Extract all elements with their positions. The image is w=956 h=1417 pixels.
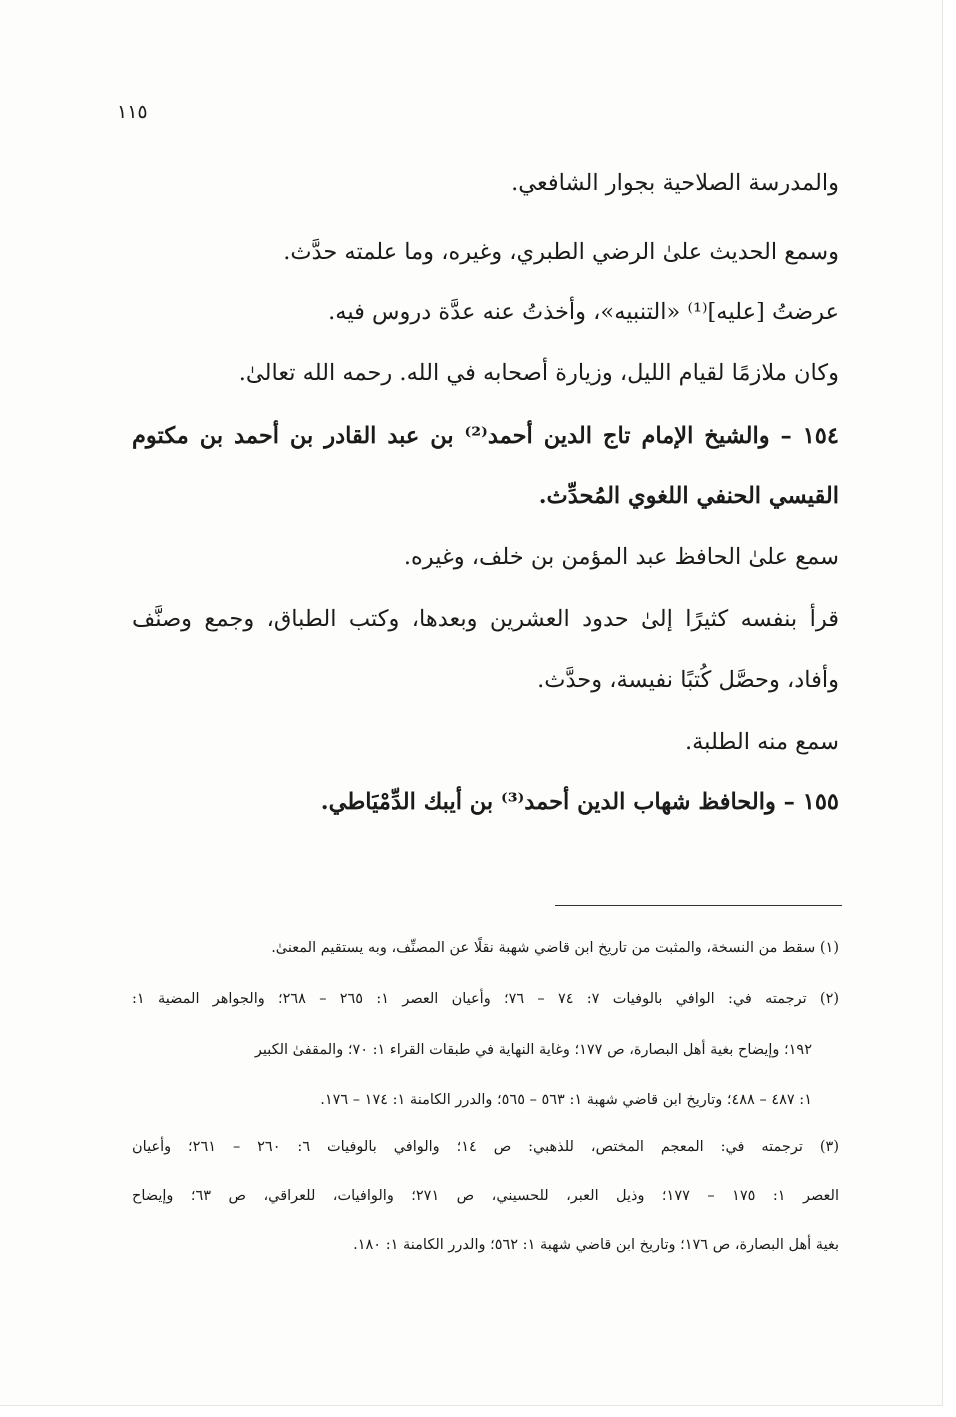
footnote-line: بغية أهل البصارة، ص ١٧٦؛ وتاريخ ابن قاضي شهبة ١: ٥٦٢؛ والدرر الكامنة ١: ١٨٠.: [353, 1237, 839, 1253]
body-line: سمع منه الطلبة.: [684, 729, 839, 755]
body-line: وأفاد، وحصَّل كُتبًا نفيسة، وحدَّث.: [537, 667, 839, 693]
body-line: والمدرسة الصلاحية بجوار الشافعي.: [511, 170, 839, 196]
entry-heading-154: ١٥٤ – والشيخ الإمام تاج الدين أحمد⁽²⁾ بن عبد القادر بن أحمد بن مكتوم: [132, 423, 839, 449]
body-line: سمع علىٰ الحافظ عبد المؤمن بن خلف، وغيره.: [403, 544, 839, 570]
footnote-line: (٢) ترجمته في: الوافي بالوفيات ٧: ٧٤ – ٧٦؛ وأعيان العصر ١: ٢٦٥ – ٢٦٨؛ والجواهر المضية ١:: [132, 991, 840, 1007]
footnote-line: العصر ١: ١٧٥ – ١٧٧؛ وذيل العبر، للحسيني، ص ٢٧١؛ والوافيات، للعراقي، ص ٦٣؛ وإيضاح: [132, 1188, 839, 1204]
body-line: عرضتُ [عليه]⁽¹⁾ «التنبيه»، وأخذتُ عنه عدَّة دروس فيه.: [328, 299, 839, 325]
body-line: وسمع الحديث علىٰ الرضي الطبري، وغيره، وما علمته حدَّث.: [283, 239, 839, 265]
footnote-line: ١: ٤٨٧ – ٤٨٨؛ وتاريخ ابن قاضي شهبة ١: ٥٦٣ – ٥٦٥؛ والدرر الكامنة ١: ١٧٤ – ١٧٦.: [320, 1092, 812, 1108]
footnote-line: (١) سقط من النسخة، والمثبت من تاريخ ابن قاضي شهبة نقلًا عن المصنِّف، وبه يستقيم المعنىٰ.: [271, 940, 839, 956]
page-number: ١١٥: [117, 101, 148, 123]
footnote-separator: [555, 905, 842, 906]
entry-heading-155: ١٥٥ – والحافظ شهاب الدين أحمد⁽³⁾ بن أيبك الدِّمْيَاطي.: [320, 789, 839, 815]
entry-heading-154-cont: القيسي الحنفي اللغوي المُحدِّث.: [538, 483, 839, 509]
body-line: وكان ملازمًا لقيام الليل، وزيارة أصحابه في الله. رحمه الله تعالىٰ.: [238, 360, 839, 386]
footnote-line: (٣) ترجمته في: المعجم المختص، للذهبي: ص ١٤؛ والوافي بالوفيات ٦: ٢٦٠ – ٢٦١؛ وأعيان: [132, 1139, 839, 1155]
footnote-line: ١٩٢؛ وإيضاح بغية أهل البصارة، ص ١٧٧؛ وغاية النهاية في طبقات القراء ١: ٧٠؛ والمقفىٰ الكبير: [254, 1042, 812, 1058]
body-line: قرأ بنفسه كثيرًا إلىٰ حدود العشرين وبعدها، وكتب الطباق، وجمع وصنَّف: [132, 606, 839, 632]
